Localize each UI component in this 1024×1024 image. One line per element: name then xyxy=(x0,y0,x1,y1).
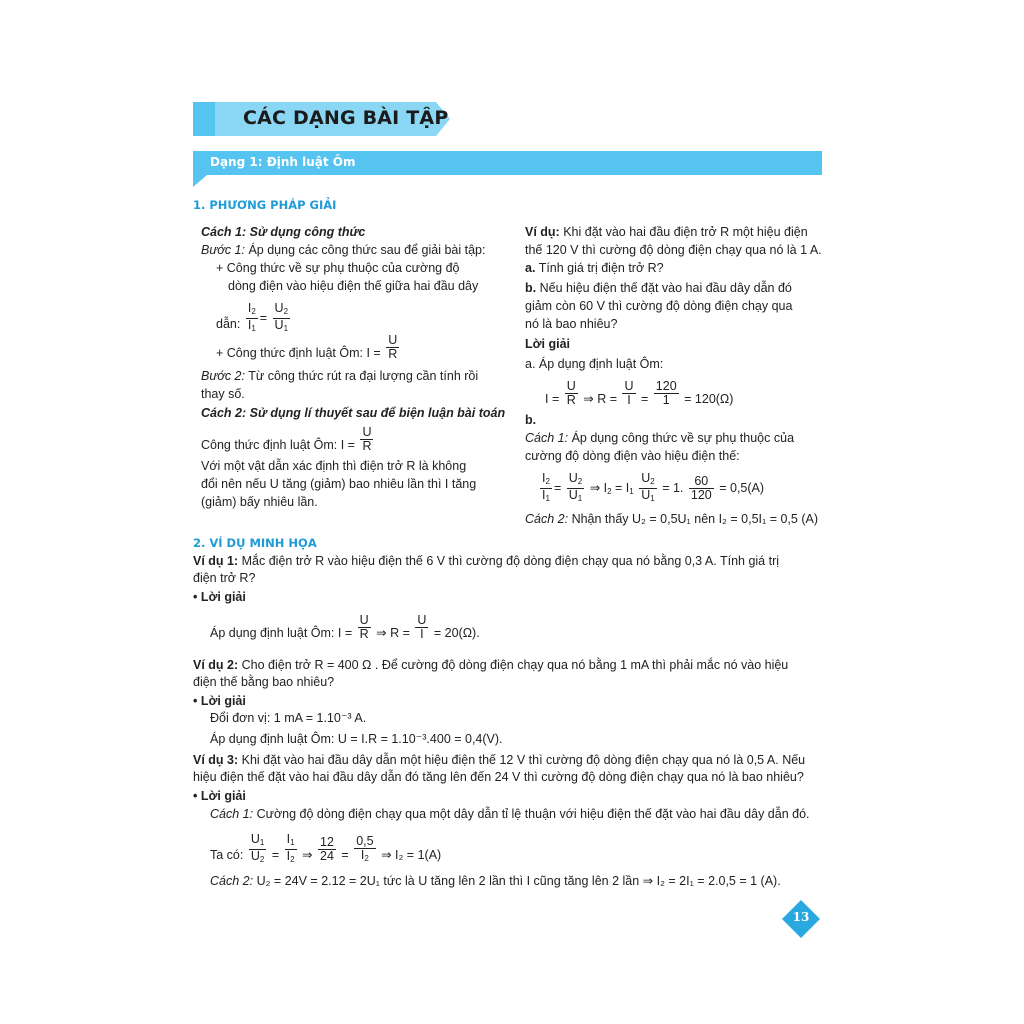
dang-bar xyxy=(193,151,822,175)
vd3-label: Ví dụ 3: xyxy=(193,753,239,767)
right-cach2-label: Cách 2: xyxy=(525,512,569,526)
vd2-text: Cho điện trở R = 400 Ω . Để cường độ dòng điện chạy qua nó bằng 1 mA thì phải mắc nó vào hiệu xyxy=(241,658,789,672)
vd3-cach1 xyxy=(210,806,810,823)
question-b-line1 xyxy=(525,280,792,297)
vd1-line2: điện trở R? xyxy=(193,571,256,585)
ohm-label: + Công thức định luật Ôm: xyxy=(216,345,363,360)
b-text: Nếu hiệu điện thế đặt vào hai đầu dây dẫn đó xyxy=(539,281,792,295)
vd3-result: ⇒ I₂ = 1(A) xyxy=(381,847,442,862)
buoc2-label: Bước 2: xyxy=(201,369,245,383)
vd3-line1 xyxy=(193,752,805,769)
b-label: b. xyxy=(525,281,537,295)
vd3-taco: Ta có: xyxy=(210,847,244,862)
buoc2-text: Từ công thức rút ra đại lượng cần tính rồi xyxy=(248,369,479,383)
section2-heading: 2. VÍ DỤ MINH HỌA xyxy=(193,536,317,550)
vd2-sol1: Đổi đơn vị: 1 mA = 1.10⁻³ A. xyxy=(210,711,367,725)
sol-a-result: = 120(Ω) xyxy=(684,391,734,406)
vidu-label: Ví dụ: xyxy=(525,225,560,239)
vd3-cach1-label: Cách 1: xyxy=(210,807,254,821)
vd2-line1 xyxy=(193,657,788,674)
vd1-line1 xyxy=(193,553,779,570)
right-cach1-line1 xyxy=(525,430,794,447)
vd3-line2: hiệu điện thế đặt vào hai đầu dây dẫn đó tăng lên đến 24 V thì cường độ dòng điện chạy qua nó là bao nhiêu? xyxy=(193,770,804,784)
page-title: CÁC DẠNG BÀI TẬP xyxy=(243,107,449,129)
cach2-line1: Với một vật dẫn xác định thì điện trở R là không xyxy=(201,459,467,473)
loigiai-right: Lời giải xyxy=(525,337,571,351)
vd2-sol2: Áp dụng định luật Ôm: U = I.R = 1.10⁻³.400 = 0,4(V). xyxy=(210,732,503,746)
vd3-cach1-text: Cường độ dòng điện chạy qua một dây dẫn tỉ lệ thuận với hiệu điện thế đặt vào hai đầu dây dẫn đó. xyxy=(256,807,810,821)
vidu-line2: thế 120 V thì cường độ dòng điện chạy qua nó là 1 A. xyxy=(525,243,822,257)
cach2-formula-label: Công thức định luật Ôm: xyxy=(201,437,338,452)
vd3-loigiai: • Lời giải xyxy=(193,789,246,803)
page-number: 13 xyxy=(792,910,810,924)
formula-ratio: dẫn: $\frac{I_2}{I_1}$ = $\frac{U_2}{U_1}$ xyxy=(216,301,289,333)
right-cach1-text: Áp dụng công thức về sự phụ thuộc của xyxy=(571,431,795,445)
vd3-cach2-label: Cách 2: xyxy=(210,874,254,888)
right-cach1-result: = 0,5(A) xyxy=(719,480,765,495)
sol-a-label: a. Áp dụng định luật Ôm: xyxy=(525,357,664,371)
right-cach2 xyxy=(525,511,818,528)
a-label: a. xyxy=(525,261,536,275)
sol-a-formula: I = $\frac{U}{R}$ ⇒ R = $\frac{U}{I}$ = $\frac{120}{1}$ = 120(Ω) xyxy=(545,379,734,407)
dang-title: Dạng 1: Định luật Ôm xyxy=(210,155,356,169)
buoc1 xyxy=(201,242,485,259)
dang-bar-tail xyxy=(193,175,207,187)
vd1-sol-label: Áp dụng định luật Ôm: xyxy=(210,625,335,640)
vidu-text: Khi đặt vào hai đầu điện trở R một hiệu điện xyxy=(563,225,808,239)
question-b-line3: nó là bao nhiêu? xyxy=(525,317,618,331)
vd1-solution: Áp dụng định luật Ôm: I = $\frac{U}{R}$ ⇒ R = $\frac{U}{I}$ = 20(Ω). xyxy=(210,613,480,641)
section1-heading: 1. PHƯƠNG PHÁP GIẢI xyxy=(193,198,337,212)
vd3-formula: Ta có: $\frac{U_1}{U_2}$ = $\frac{I_1}{I_2}$ ⇒ $\frac{12}{24}$ = $\frac{0,5}{I_2}$ ⇒ I₂ = 1(A) xyxy=(210,832,442,864)
cach1-title: Cách 1: Sử dụng công thức xyxy=(201,225,366,239)
vd3-text: Khi đặt vào hai đầu dây dẫn một hiệu điện thế 12 V thì cường độ dòng điện chạy qua nó là 0,5 A. Nếu xyxy=(241,753,806,767)
buoc1-text: Áp dụng các công thức sau để giải bài tập: xyxy=(248,243,486,257)
cach2-formula: Công thức định luật Ôm: I = $\frac{U}{R}$ xyxy=(201,425,372,453)
formula-ohm: + Công thức định luật Ôm: I = $\frac{U}{R}$ xyxy=(216,333,398,361)
vd1-loigiai: • Lời giải xyxy=(193,590,246,604)
vd3-cach2-text: U₂ = 24V = 2.12 = 2U₁ tức là U tăng lên 2 lần thì I cũng tăng lên 2 lần ⇒ I₂ = 2I₁ = 2.0,5 = 1 (A). xyxy=(256,874,781,888)
vidu-line1 xyxy=(525,224,808,241)
cach2-line3: (giảm) bấy nhiêu lần. xyxy=(201,495,318,509)
bullet1-line1: + Công thức về sự phụ thuộc của cường độ xyxy=(216,261,460,275)
vd2-line2: điện thế bằng bao nhiêu? xyxy=(193,675,335,689)
buoc2-line2: thay số. xyxy=(201,387,245,401)
buoc1-label: Bước 1: xyxy=(201,243,245,257)
right-cach1-line2: cường độ dòng điện vào hiệu điện thế: xyxy=(525,449,740,463)
cach2-line2: đổi nên nếu U tăng (giảm) bao nhiêu lần thì I tăng xyxy=(201,477,477,491)
title-banner xyxy=(193,102,450,136)
vd2-loigiai: • Lời giải xyxy=(193,694,246,708)
dan-label: dẫn: xyxy=(216,316,241,331)
cach2-title: Cách 2: Sử dụng lí thuyết sau để biện luận bài toán xyxy=(201,406,506,420)
bullet1-line2: dòng điện vào hiệu điện thế giữa hai đầu dây xyxy=(228,279,479,293)
vd3-cach2 xyxy=(210,873,781,890)
page-number-badge xyxy=(782,900,820,938)
buoc2-line1 xyxy=(201,368,478,385)
right-cach1-formula: $\frac{I_2}{I_1}$ = $\frac{U_2}{U_1}$ ⇒ $I_2 = I_1$ $\frac{U_2}{U_1}$ = 1. $\frac{60}{120}$ = 0,5(A) xyxy=(542,471,765,503)
a-text: Tính giá trị điện trở R? xyxy=(538,261,664,275)
question-a xyxy=(525,260,664,277)
vd2-label: Ví dụ 2: xyxy=(193,658,239,672)
vd1-sol-result: = 20(Ω). xyxy=(433,625,480,640)
question-b-line2: giảm còn 60 V thì cường độ dòng điện chạy qua xyxy=(525,299,793,313)
right-cach2-text: Nhận thấy U₂ = 0,5U₁ nên I₂ = 0,5I₁ = 0,5 (A) xyxy=(571,512,818,526)
vd1-label: Ví dụ 1: xyxy=(193,554,239,568)
right-cach1-label: Cách 1: xyxy=(525,431,569,445)
vd1-text: Mắc điện trở R vào hiệu điện thế 6 V thì cường độ dòng điện chạy qua nó bằng 0,3 A. Tính giá trị xyxy=(241,554,780,568)
sol-b-label: b. xyxy=(525,413,537,427)
